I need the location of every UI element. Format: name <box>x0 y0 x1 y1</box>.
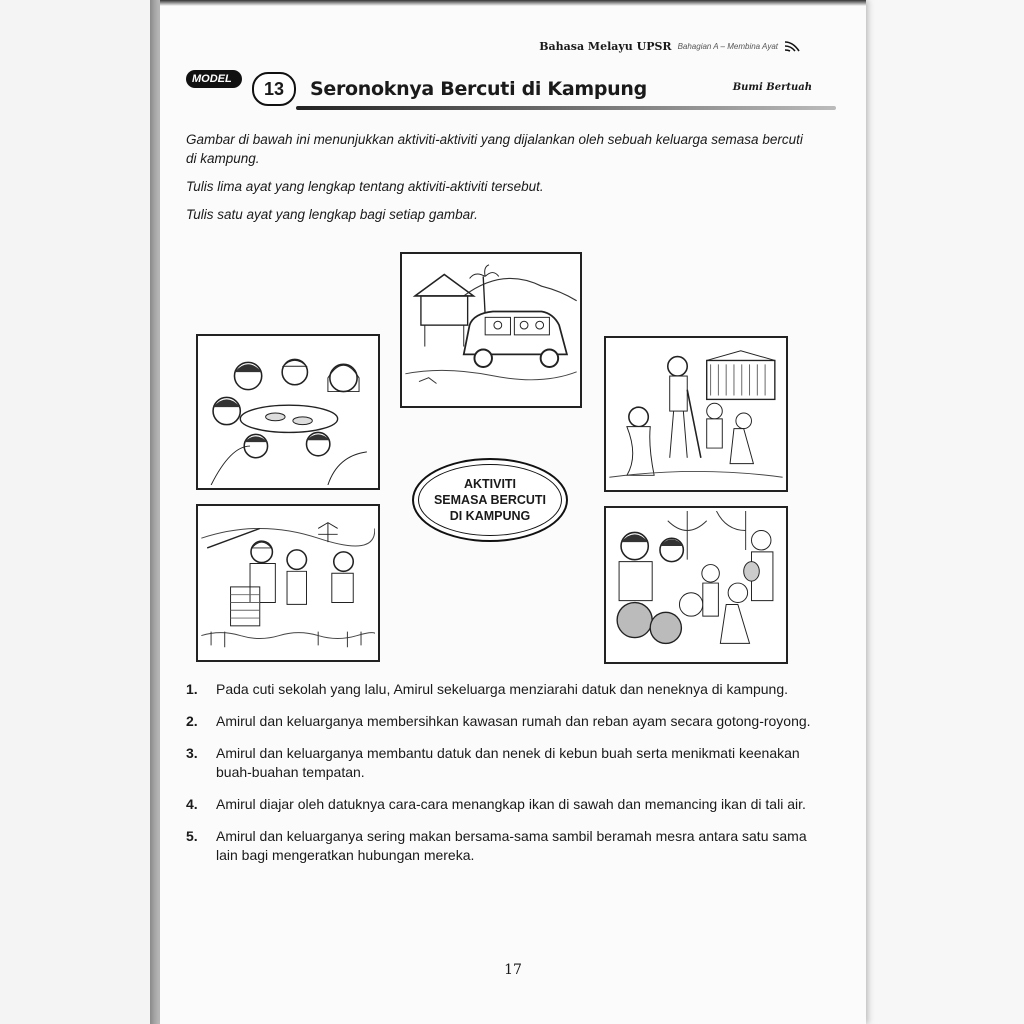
instruction-paragraph: Tulis satu ayat yang lengkap bagi setiap gambar. <box>186 207 478 222</box>
family-meal-illustration <box>201 339 375 485</box>
instruction-paragraph: Tulis lima ayat yang lengkap tentang aktiviti-aktiviti tersebut. <box>186 179 544 194</box>
center-label-line: AKTIVITI <box>463 477 517 491</box>
running-header <box>539 38 800 54</box>
instruction-paragraph: Gambar di bawah ini menunjukkan aktiviti-aktiviti yang dijalankan oleh sebuah keluarga semasa bercuti di kampung. <box>186 132 803 166</box>
model-title-row <box>186 70 812 110</box>
answer-item <box>186 827 816 865</box>
illustration-arriving-car <box>400 252 582 408</box>
model-badge: MODEL <box>186 70 242 88</box>
model-number: 13 <box>252 72 296 106</box>
answer-number: 4. <box>186 796 198 812</box>
fishing-paddy-illustration <box>201 509 375 657</box>
center-label-line: DI KAMPUNG <box>449 509 531 523</box>
answer-number: 3. <box>186 745 198 761</box>
answer-text: Amirul dan keluarganya membersihkan kawasan rumah dan reban ayam secara gotong-royong. <box>216 713 811 729</box>
signal-icon <box>784 39 800 53</box>
illustration-fruit-orchard <box>604 506 788 664</box>
page-number: 17 <box>504 962 522 978</box>
answer-number: 5. <box>186 828 198 844</box>
answer-number: 2. <box>186 713 198 729</box>
answer-item <box>186 712 816 731</box>
book-title: Bahasa Melayu UPSR <box>539 39 672 53</box>
answer-text: Pada cuti sekolah yang lalu, Amirul sekeluarga menziarahi datuk dan neneknya di kampung. <box>216 681 789 697</box>
car-house-illustration <box>405 257 577 403</box>
section-label: Bahagian A – Membina Ayat <box>677 41 778 51</box>
center-label-line: SEMASA BERCUTI <box>433 493 547 507</box>
answer-text: Amirul dan keluarganya sering makan bersama-sama sambil beramah mesra antara satu sama lain bagi mengeratkan hubungan mereka. <box>216 828 807 863</box>
workbook-page <box>160 0 866 1024</box>
answer-number: 1. <box>186 681 198 697</box>
answer-text: Amirul diajar oleh datuknya cara-cara menangkap ikan di sawah dan memancing ikan di tali air. <box>216 796 806 812</box>
illustration-gotong-royong <box>604 336 788 492</box>
instructions <box>186 130 806 233</box>
answer-item <box>186 744 816 782</box>
page-top-edge <box>160 0 866 6</box>
answer-item <box>186 680 816 699</box>
illustration-family-meal <box>196 334 380 490</box>
brand-label: Bumi Bertuah <box>732 82 812 93</box>
illustration-catching-fish <box>196 504 380 662</box>
center-activity-label <box>412 458 568 542</box>
answer-text: Amirul dan keluarganya membantu datuk dan nenek di kebun buah serta menikmati keenakan buah-buahan tempatan. <box>216 745 800 780</box>
fruit-orchard-illustration <box>609 511 783 659</box>
answer-list <box>186 680 816 878</box>
title-underline <box>296 106 836 110</box>
answer-item <box>186 795 816 814</box>
center-activity-label-inner <box>418 464 562 536</box>
cleaning-coop-illustration <box>609 341 783 487</box>
page-title: Seronoknya Bercuti di Kampung <box>310 78 647 100</box>
page-right-margin <box>866 0 1024 1024</box>
